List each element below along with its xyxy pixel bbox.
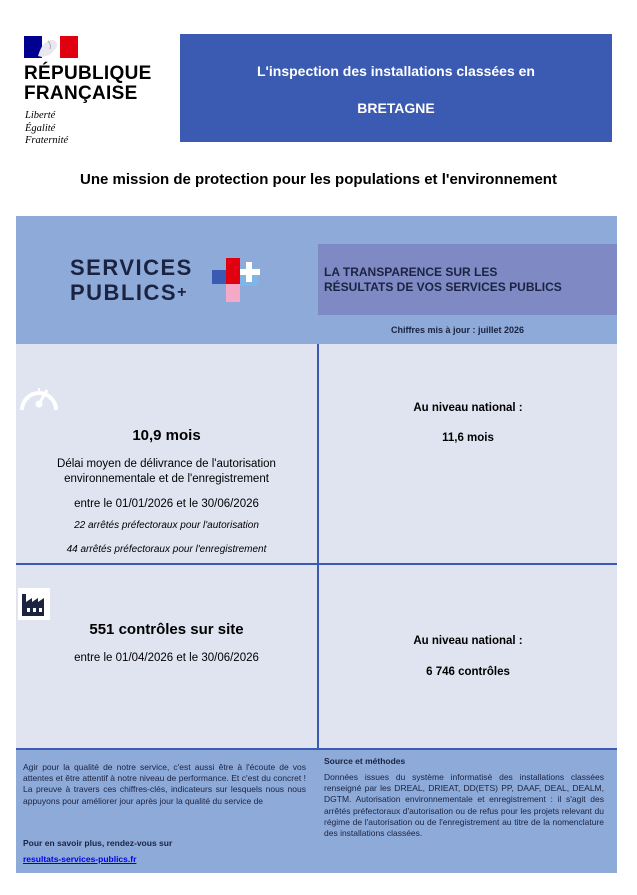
- transparency-box: [318, 244, 617, 315]
- sources-title: Source et méthodes: [324, 756, 406, 766]
- controls-national-label: Au niveau national :: [413, 635, 523, 647]
- factory-icon: [18, 588, 50, 620]
- republic-line-2: FRANÇAISE: [24, 83, 138, 104]
- logo-line-2: PUBLICS: [70, 280, 178, 305]
- more-info-label: Pour en savoir plus, rendez-vous sur: [23, 838, 173, 848]
- services-publics-banner: [16, 216, 617, 344]
- row-divider-1: [16, 563, 617, 565]
- delay-description-line-1: Délai moyen de délivrance de l'autorisation: [57, 458, 276, 470]
- title-line-1: L'inspection des installations classées en: [257, 63, 535, 79]
- indicators-panel: [16, 216, 617, 873]
- delay-national-label: Au niveau national :: [413, 402, 523, 414]
- transparency-text: [324, 265, 562, 295]
- services-publics-logo: [70, 256, 270, 306]
- delay-value: 10,9 mois: [132, 427, 201, 444]
- engagement-text: Agir pour la qualité de notre service, c'est aussi être à l'écoute de vos attentes et être attentif à notre niveau de performance. Et c'est du concret ! La preuve à travers ces chiffres-clés, indicateurs sur lesquels nous nous appuyons pour améliorer jour après jour la qualité du service de: [23, 762, 306, 806]
- title-banner: [180, 34, 612, 142]
- motto-fraternite: Fraternité: [25, 135, 69, 146]
- republic-name: [24, 64, 152, 104]
- motto-egalite: Égalité: [25, 122, 56, 134]
- motto: [25, 110, 68, 148]
- cross-logo-icon: [212, 258, 264, 304]
- sources-text: Données issues du système informatisé des installations classées renseigné par les DREAL, DRIEAT, DD(ETS) PP, DAAF, DEAL, DEALM, DGTM. Autorisation environnementale et enregistrement : il s'agit des arrêtés préfectoraux d'autorisation ou de refus pour les projets relevant du régime de l'autorisation ou de l'enregistrement au titre de la nomenclature des installations classées.: [324, 772, 604, 839]
- delay-national-value: 11,6 mois: [442, 432, 494, 444]
- delay-orders-authorisation: 22 arrêtés préfectoraux pour l'autorisation: [74, 520, 259, 531]
- footer-band: [16, 750, 617, 873]
- logo-line-1: SERVICES: [70, 255, 193, 280]
- controls-period: entre le 01/04/2026 et le 30/06/2026: [74, 652, 259, 664]
- transparency-line-1: LA TRANSPARENCE SUR LES: [324, 265, 498, 279]
- update-date: Chiffres mis à jour : juillet 2026: [391, 325, 525, 335]
- delay-description: [16, 457, 317, 487]
- controls-value: 551 contrôles sur site: [89, 621, 244, 638]
- services-publics-link[interactable]: resultats-services-publics.fr: [23, 854, 137, 864]
- region-name: BRETAGNE: [357, 100, 435, 116]
- transparency-line-2: RÉSULTATS DE VOS SERVICES PUBLICS: [324, 280, 562, 294]
- controls-national-value: 6 746 contrôles: [426, 666, 510, 678]
- mission-heading: Une mission de protection pour les populations et l'environnement: [80, 171, 557, 188]
- speedometer-icon: [18, 378, 60, 416]
- delay-description-line-2: environnementale et de l'enregistrement: [64, 473, 269, 485]
- motto-liberte: Liberté: [25, 110, 56, 121]
- republic-line-1: RÉPUBLIQUE: [24, 63, 152, 84]
- republique-francaise-logo: [24, 36, 164, 151]
- logo-line-2-wrap: [70, 281, 188, 305]
- marianne-flag-icon: [24, 36, 78, 58]
- logo-plus-icon: +: [177, 284, 188, 301]
- delay-orders-registration: 44 arrêtés préfectoraux pour l'enregistrement: [66, 544, 267, 555]
- delay-period: entre le 01/01/2026 et le 30/06/2026: [74, 498, 259, 510]
